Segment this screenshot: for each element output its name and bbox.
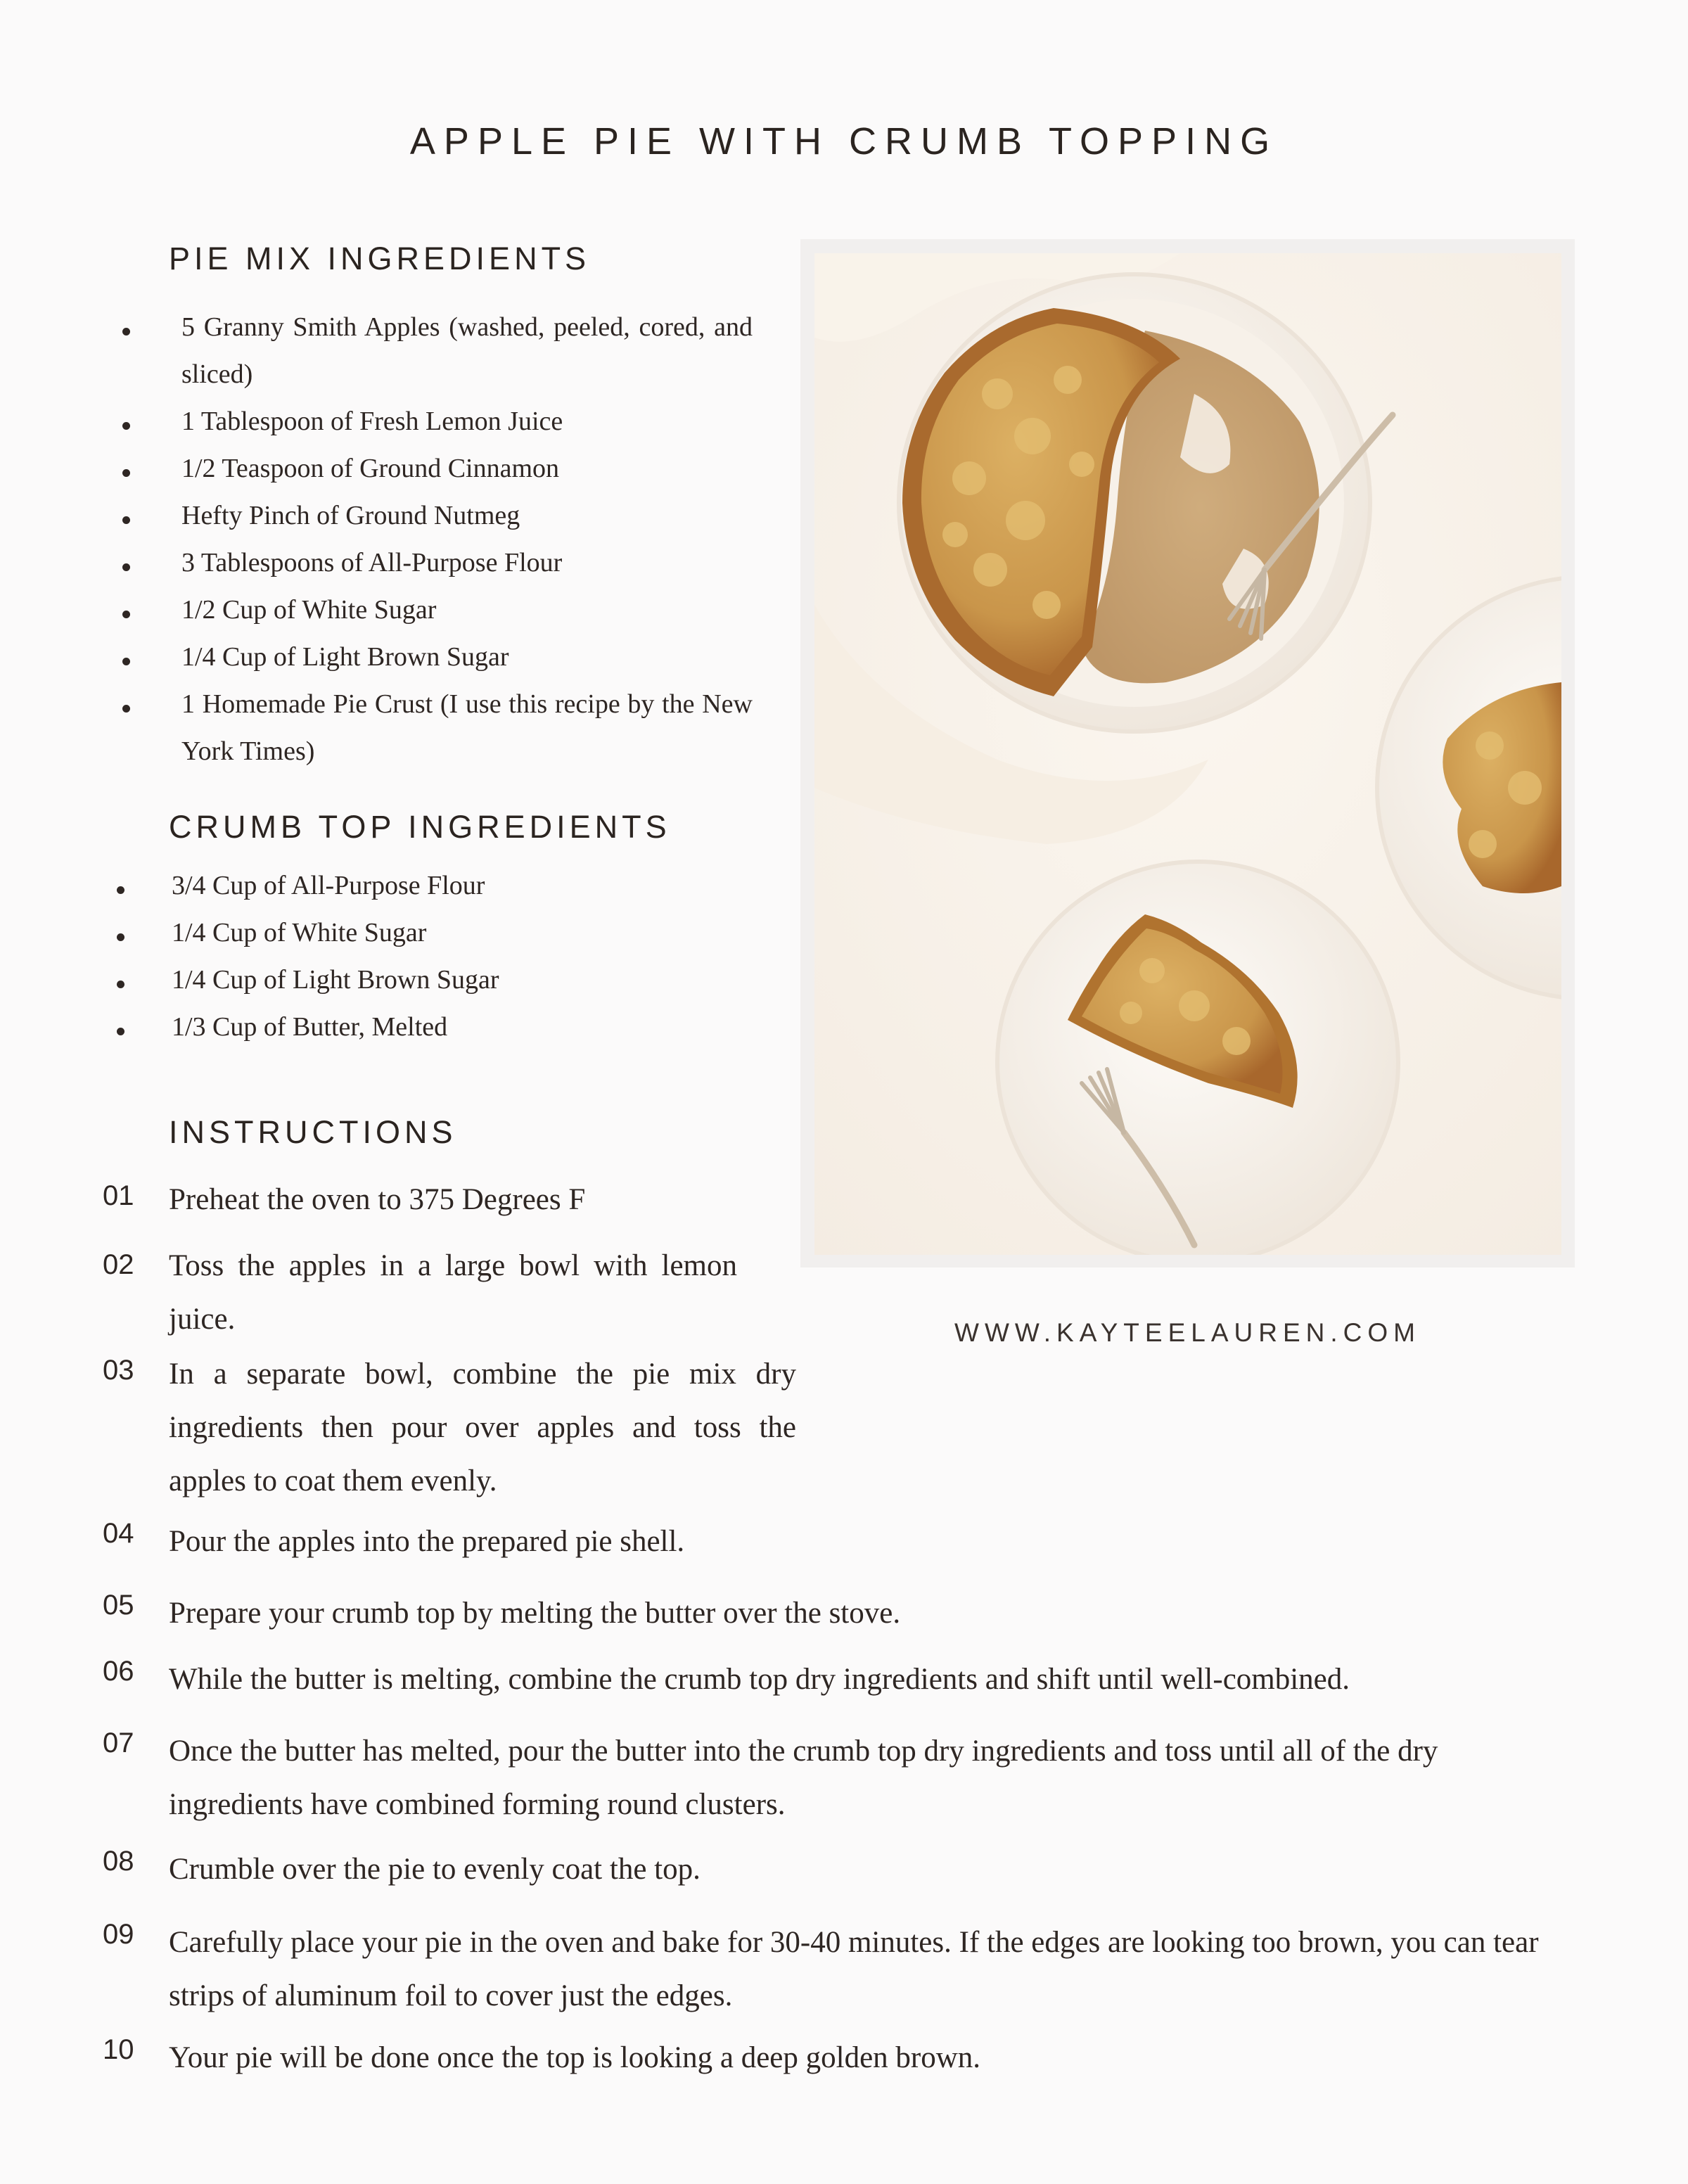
bullet-icon: [117, 981, 124, 988]
bullet-icon: [122, 658, 130, 665]
bullet-icon: [122, 328, 130, 336]
step-number: 06: [103, 1656, 134, 1687]
step-text: Toss the apples in a large bowl with lemon juice.: [169, 1249, 737, 1336]
bullet-icon: [122, 611, 130, 618]
step-number: 08: [103, 1846, 134, 1877]
instructions-heading: INSTRUCTIONS: [169, 1114, 457, 1150]
step-text: Carefully place your pie in the oven and bake for 30-40 minutes. If the edges are looking too brown, you can tear strips of aluminum foil to cover just the edges.: [169, 1926, 1539, 2012]
list-item: 1/3 Cup of Butter, Melted: [172, 1004, 748, 1051]
bullet-icon: [122, 516, 130, 524]
crumb-top-heading: CRUMB TOP INGREDIENTS: [169, 809, 671, 845]
list-item: 1/4 Cup of White Sugar: [172, 909, 748, 957]
list-item: 1 Homemade Pie Crust (I use this recipe by the New York Times): [181, 681, 753, 775]
list-item: 3/4 Cup of All-Purpose Flour: [172, 862, 748, 909]
pie-mix-list: [181, 304, 753, 775]
step-number: 09: [103, 1919, 134, 1950]
list-item: 1 Tablespoon of Fresh Lemon Juice: [181, 398, 753, 445]
website-url: WWW.KAYTEELAUREN.COM: [954, 1318, 1421, 1347]
list-item: 3 Tablespoons of All-Purpose Flour: [181, 539, 753, 587]
step-text: In a separate bowl, combine the pie mix dry ingredients then pour over apples and toss the apples to coat them evenly.: [169, 1358, 796, 1497]
crumb-top-list: [172, 862, 748, 1051]
bullet-icon: [122, 422, 130, 430]
bullet-icon: [117, 933, 124, 941]
list-item: Hefty Pinch of Ground Nutmeg: [181, 492, 753, 539]
list-item: 1/4 Cup of Light Brown Sugar: [172, 957, 748, 1004]
step-number: 05: [103, 1590, 134, 1621]
list-item: 1/2 Cup of White Sugar: [181, 587, 753, 634]
apple-pie-photo: [814, 253, 1561, 1255]
step-number: 01: [103, 1180, 134, 1211]
bullet-icon: [122, 705, 130, 713]
step-text: Your pie will be done once the top is looking a deep golden brown.: [169, 2041, 981, 2074]
step-text: Prepare your crumb top by melting the butter over the stove.: [169, 1597, 901, 1630]
bullet-icon: [117, 886, 124, 894]
step-number: 03: [103, 1355, 134, 1386]
step-text: Crumble over the pie to evenly coat the top.: [169, 1853, 701, 1886]
list-item: 1/4 Cup of Light Brown Sugar: [181, 634, 753, 681]
pie-mix-heading: PIE MIX INGREDIENTS: [169, 241, 591, 276]
step-text: Pour the apples into the prepared pie shell.: [169, 1525, 685, 1558]
recipe-title: APPLE PIE WITH CRUMB TOPPING: [409, 120, 1279, 162]
list-item: 5 Granny Smith Apples (washed, peeled, cored, and sliced): [181, 304, 753, 398]
bullet-icon: [122, 469, 130, 477]
step-text: Preheat the oven to 375 Degrees F: [169, 1183, 586, 1216]
step-text: While the butter is melting, combine the crumb top dry ingredients and shift until well-combined.: [169, 1663, 1350, 1696]
step-number: 07: [103, 1728, 134, 1758]
bullet-icon: [122, 563, 130, 571]
step-number: 04: [103, 1518, 134, 1549]
step-text: Once the butter has melted, pour the butter into the crumb top dry ingredients and toss until all of the dry ingredients have combined forming round clusters.: [169, 1735, 1438, 1821]
list-item: 1/2 Teaspoon of Ground Cinnamon: [181, 445, 753, 492]
step-number: 02: [103, 1249, 134, 1280]
bullet-icon: [117, 1028, 124, 1035]
step-number: 10: [103, 2034, 134, 2065]
